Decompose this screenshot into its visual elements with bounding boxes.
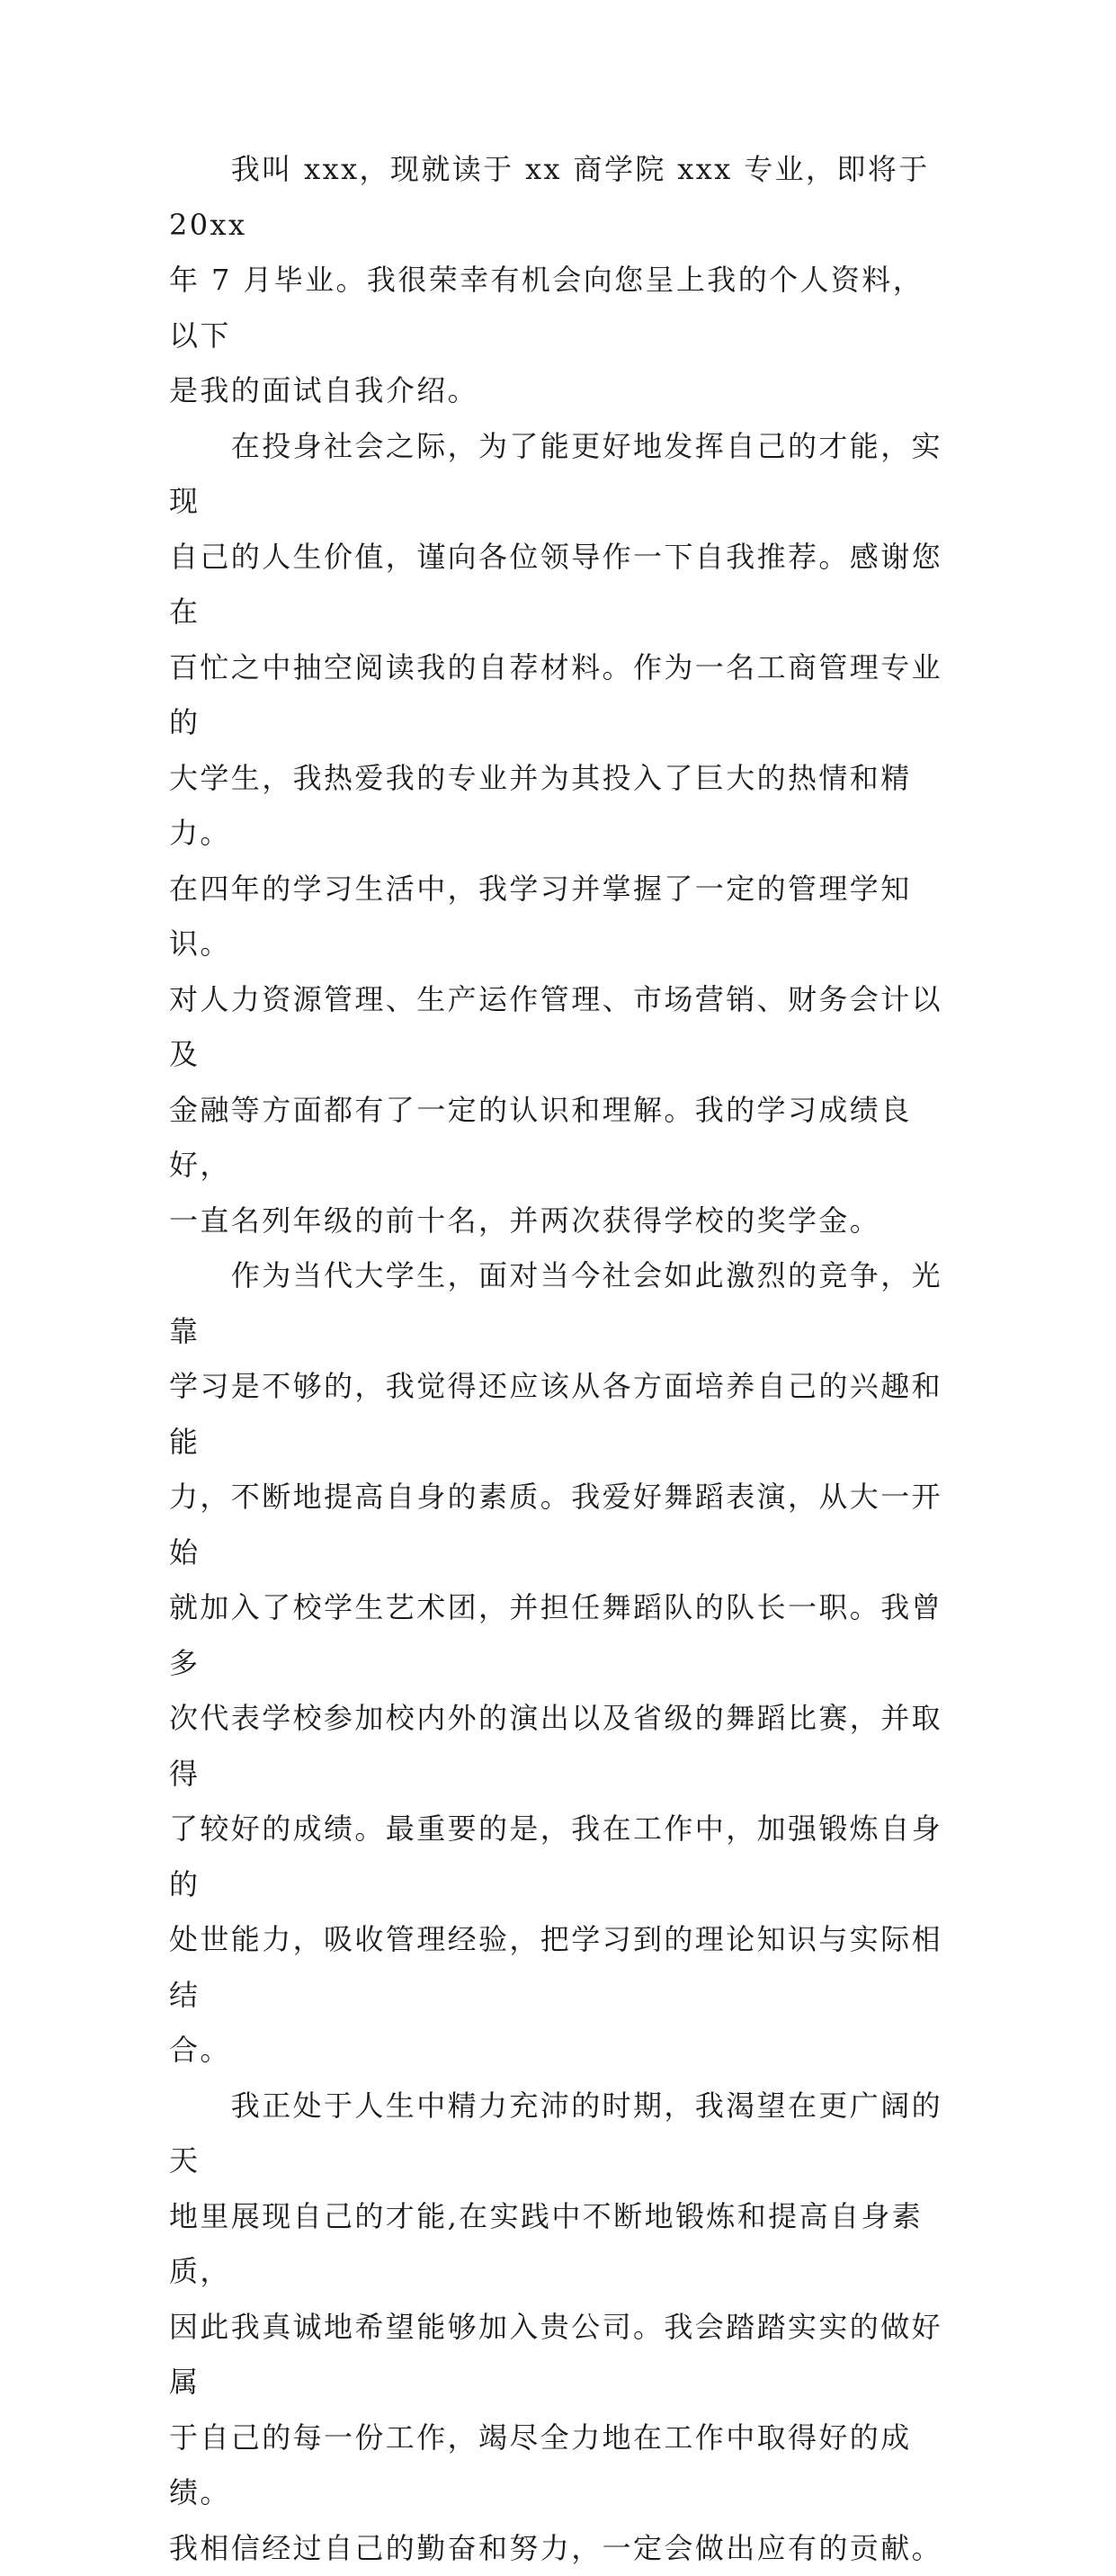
paragraph-interests: 作为当代大学生，面对当今社会如此激烈的竞争，光靠 学习是不够的，我觉得还应该从各方面培养自己的兴趣和能 力，不断地提高自身的素质。我爱好舞蹈表演，从大一开始 就加入了校学生艺术团，并担任舞蹈队的队长一职。我曾多 次代表学校参加校内外的演出以及省级的舞蹈比赛，并取得 了较好的成绩。最重要的是，我在工作中，加强锻炼自身的 处世能力，吸收管理经验，把学习到的理论知识与实际相结 合。: [169, 1248, 942, 2079]
paragraph-closing: 我正处于人生中精力充沛的时期，我渴望在更广阔的天 地里展现自己的才能,在实践中不断地锻炼和提高自身素质， 因此我真诚地希望能够加入贵公司。我会踏踏实实的做好属 于自己的每一份工作，竭尽全力地在工作中取得好的成绩。 我相信经过自己的勤奋和努力，一定会做出应有的贡献。: [169, 2079, 942, 2576]
paragraph-intro: 我叫 xxx，现就读于 xx 商学院 xxx 专业，即将于 20xx 年 7 月毕业。我很荣幸有机会向您呈上我的个人资料，以下 是我的面试自我介绍。: [169, 142, 942, 419]
document-body: [169, 142, 942, 2576]
paragraph-self-recommendation: 在投身社会之际，为了能更好地发挥自己的才能，实现 自己的人生价值，谨向各位领导作一下自我推荐。感谢您在 百忙之中抽空阅读我的自荐材料。作为一名工商管理专业的 大学生，我热爱我的专业并为其投入了巨大的热情和精力。 在四年的学习生活中，我学习并掌握了一定的管理学知识。 对人力资源管理、生产运作管理、市场营销、财务会计以及 金融等方面都有了一定的认识和理解。我的学习成绩良好， 一直名列年级的前十名，并两次获得学校的奖学金。: [169, 419, 942, 1249]
